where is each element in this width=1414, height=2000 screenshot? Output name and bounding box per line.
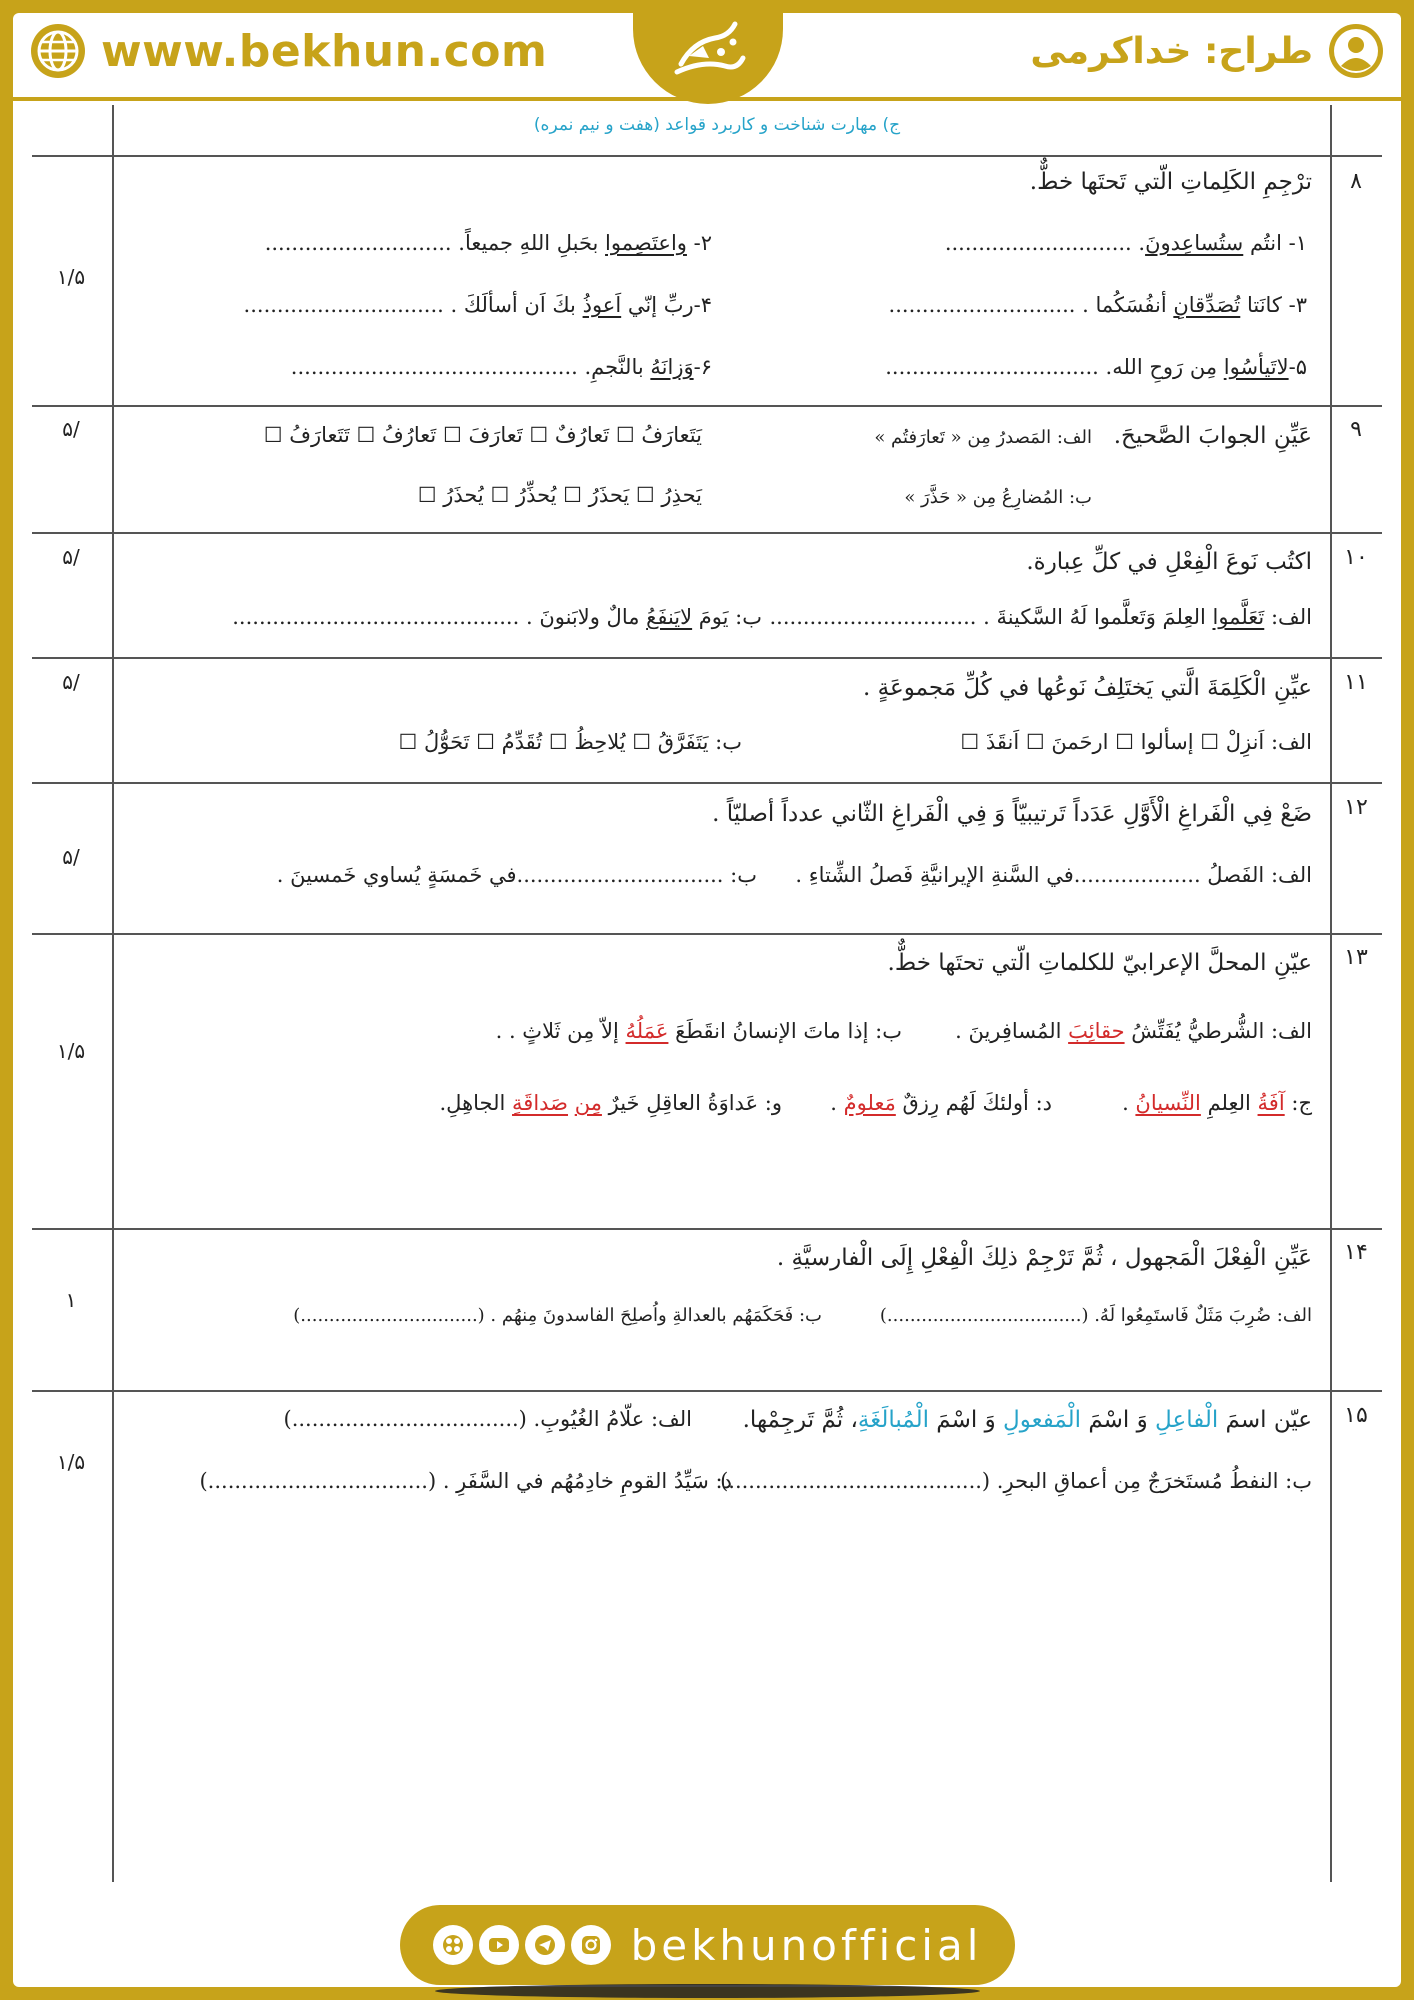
underlined-word: عَمَلُهُ bbox=[625, 1019, 669, 1043]
underlined-word: ستُساعِدونَ bbox=[1145, 231, 1244, 255]
item-text: مِن رَوحِ الله. ................................ bbox=[885, 355, 1224, 379]
item-text: مالٌ ولابَنونَ . ........................................... bbox=[232, 605, 647, 629]
question-score: ۱/۵ bbox=[56, 1450, 86, 1474]
number-column-divider bbox=[1330, 105, 1332, 1882]
question-score: /۵ bbox=[62, 417, 80, 441]
question-prompt: عَيِّنِ الجوابَ الصَّحيحَ. bbox=[1113, 423, 1312, 449]
row-divider bbox=[32, 1228, 1382, 1230]
underlined-word: واعتَصِموا bbox=[605, 231, 687, 255]
item-b: ب: النفطُ مُستَخرَجٌ مِن أعماقِ البحرِ. (......................................) bbox=[720, 1469, 1312, 1493]
item-a: الف: الفَصلُ ...................في السَّنةِ الإيرانيَّةِ فَصلُ الشِّتاءِ . bbox=[795, 863, 1312, 887]
header bbox=[13, 13, 1401, 89]
footer-social[interactable] bbox=[400, 1905, 1015, 1985]
item-a bbox=[770, 605, 1313, 629]
question-number: ۱۴ bbox=[1344, 1240, 1368, 1265]
underlined-word: صَداقَةِ bbox=[512, 1091, 569, 1115]
underlined-word: مَعلومٌ bbox=[843, 1091, 896, 1115]
instagram-icon[interactable] bbox=[571, 1925, 611, 1965]
item-text: ۶- bbox=[693, 355, 712, 379]
item-4 bbox=[244, 293, 712, 317]
underlined-word: تَعَلَّموا bbox=[1212, 605, 1265, 629]
question-prompt: ضَعْ فِي الْفَراغِ الْأَوَّلِ عَدَداً تَرتيبيّاً وَ فِي الْفَراغِ الثّاني عدداً أصليّاً . bbox=[712, 801, 1312, 827]
designer-name: طراح: خداکرمی bbox=[1030, 30, 1313, 72]
prompt-text: وَ اسْمَ bbox=[928, 1407, 1003, 1433]
underlined-word: النِّسيانُ bbox=[1135, 1091, 1201, 1115]
social-handle: bekhunofficial bbox=[630, 1920, 983, 1970]
row-divider bbox=[32, 1390, 1382, 1392]
item-text: ۱- انتُم bbox=[1243, 231, 1307, 255]
underlined-word: اَعوذُ bbox=[582, 293, 622, 317]
item-text: ج: bbox=[1284, 1091, 1312, 1115]
item-d bbox=[830, 1091, 1052, 1115]
item-text: الف: bbox=[1264, 605, 1312, 629]
question-number: ۱۵ bbox=[1344, 1403, 1368, 1428]
item-b-label: ب: المُضارِعُ مِن « حَذَّرَ » bbox=[904, 487, 1092, 508]
item-b-options[interactable]: يَحذِرُ ☐ يَحذَرُ ☐ يُحذِّرُ ☐ يُحذَرُ ☐ bbox=[417, 483, 702, 507]
item-c bbox=[1122, 1091, 1312, 1115]
item-text: أنفُسَكُما . ............................ bbox=[888, 293, 1174, 317]
question-number: ۹ bbox=[1350, 417, 1362, 442]
item-2 bbox=[265, 231, 712, 255]
item-b-options[interactable]: ب: يَتَفَرَّقُ ☐ يُلاحِظُ ☐ تُقَدِّمُ ☐ تَحَوُّلُ ☐ bbox=[398, 730, 742, 754]
footer-shadow bbox=[435, 1984, 980, 1998]
question-number: ۱۰ bbox=[1344, 545, 1368, 570]
underlined-word: تُصَدِّقانِ bbox=[1173, 293, 1241, 317]
item-b: ب: فَحَكَمَهُم بالعدالةِ واُصلِحَ الفاسدونَ مِنهُم . (...............................) bbox=[293, 1305, 822, 1326]
designer-credit bbox=[1030, 19, 1385, 83]
exam-table bbox=[32, 105, 1382, 1882]
question-prompt: عَيِّنِ الْفِعْلَ الْمَجهول ، ثُمَّ تَرْجِمْ ذلِكَ الْفِعْلِ إِلَى الْفارسيَّةِ . bbox=[776, 1245, 1312, 1271]
aparat-icon[interactable] bbox=[433, 1925, 473, 1965]
item-b bbox=[232, 605, 762, 629]
item-text: د: أولئكَ لَهُم رِزقٌ bbox=[895, 1091, 1052, 1115]
item-text: . ............................ bbox=[944, 231, 1146, 255]
item-text: ۲- bbox=[686, 231, 712, 255]
item-text: و: عَداوَةُ العاقِلِ خَيرٌ bbox=[601, 1091, 782, 1115]
user-icon bbox=[1327, 22, 1385, 80]
item-text: ۴-ربِّ إنّي bbox=[621, 293, 712, 317]
site-url: www.bekhun.com bbox=[101, 25, 548, 77]
question-prompt bbox=[743, 1407, 1312, 1433]
question-score: /۵ bbox=[62, 845, 80, 869]
item-text: . bbox=[1122, 1091, 1136, 1115]
item-text: بكَ اَن أسألَكَ . .............................. bbox=[243, 293, 583, 317]
question-number: ۱۲ bbox=[1344, 795, 1368, 820]
item-text: المُسافِرينَ . bbox=[955, 1019, 1069, 1043]
question-score: ۱/۵ bbox=[56, 265, 86, 289]
row-divider bbox=[32, 933, 1382, 935]
item-6 bbox=[291, 355, 712, 379]
item-a-options[interactable]: الف: اَنزِلْ ☐ إسألوا ☐ ارحَمنَ ☐ اَنقَذَ ☐ bbox=[960, 730, 1312, 754]
item-text: العِلمِ bbox=[1200, 1091, 1258, 1115]
prompt-text: عيّن اسمَ bbox=[1218, 1407, 1312, 1433]
globe-icon bbox=[29, 22, 87, 80]
question-score: ۱ bbox=[65, 1288, 77, 1312]
item-a-label: الف: المَصدرُ مِن « تَعارَفتُم » bbox=[874, 427, 1092, 448]
keyword-mobalegheh: الْمُبالَغَةِ bbox=[857, 1407, 929, 1433]
keyword-maf-ol: الْمَفعولِ bbox=[1003, 1407, 1082, 1433]
item-text: ۳- كانَتا bbox=[1240, 293, 1307, 317]
question-prompt: اكتُب نَوعَ الْفِعْلِ في كلِّ عِبارة. bbox=[1026, 549, 1312, 575]
underlined-word: حقائِبَ bbox=[1068, 1019, 1125, 1043]
underlined-word: لاتَيأسُوا bbox=[1223, 355, 1289, 379]
item-a bbox=[955, 1019, 1312, 1043]
item-3 bbox=[889, 293, 1307, 317]
question-prompt: ترْجِمِ الكَلِماتِ الّتي تَحتَها خطٌّ. bbox=[1029, 169, 1312, 195]
underlined-word: مِن bbox=[574, 1091, 602, 1115]
item-5 bbox=[885, 355, 1307, 379]
question-score: ۱/۵ bbox=[56, 1039, 86, 1063]
item-text: الجاهِلِ. bbox=[439, 1091, 513, 1115]
row-divider bbox=[32, 155, 1382, 157]
logo-icon bbox=[663, 12, 753, 92]
underlined-word: وَزانَهُ bbox=[650, 355, 694, 379]
item-a: الف: ضُرِبَ مَثَلٌ فَاستَمِعُوا لَهُ. (..................................) bbox=[879, 1305, 1312, 1326]
item-text: بحَبلِ اللهِ جميعاً. ............................ bbox=[264, 231, 606, 255]
item-d: د: سَيِّدُ القومِ خادِمُهُم في السَّفَرِ . (.................................) bbox=[199, 1469, 732, 1493]
question-number: ۱۱ bbox=[1344, 670, 1368, 695]
item-text: ب: إذا ماتَ الإنسانُ انقَطَعَ bbox=[668, 1019, 902, 1043]
item-a: الف: علّامُ الغُيُوبِ. (..................................) bbox=[283, 1407, 692, 1431]
item-text: بالنَّجمِ. ........................................... bbox=[290, 355, 651, 379]
item-text: ب: يَومَ bbox=[692, 605, 762, 629]
prompt-text: ، ثُمَّ تَرجِمْها. bbox=[742, 1407, 858, 1433]
row-divider bbox=[32, 405, 1382, 407]
keyword-fa-el: الْفاعِلِ bbox=[1155, 1407, 1219, 1433]
question-prompt: عيّنِ المحلَّ الإعرابيّ للكلماتِ الّتي تحتَها خطٌّ. bbox=[887, 950, 1312, 976]
telegram-icon[interactable] bbox=[525, 1925, 565, 1965]
item-b bbox=[496, 1019, 902, 1043]
header-divider bbox=[13, 97, 1401, 101]
item-text: الف: الشُّرطيُّ يُفَتِّشُ bbox=[1124, 1019, 1312, 1043]
item-b: ب: ...............................في خَمسَةٍ يُساوي خَمسينَ . bbox=[276, 863, 757, 887]
social-icons bbox=[433, 1925, 611, 1965]
youtube-icon[interactable] bbox=[479, 1925, 519, 1965]
brand-logo bbox=[633, 0, 783, 104]
item-1 bbox=[945, 231, 1307, 255]
prompt-text: وَ اسْمَ bbox=[1081, 1407, 1156, 1433]
item-w bbox=[440, 1091, 783, 1115]
question-score: /۵ bbox=[62, 670, 80, 694]
site-link[interactable] bbox=[29, 19, 547, 83]
row-divider bbox=[32, 782, 1382, 784]
page-frame bbox=[13, 13, 1401, 1987]
row-divider bbox=[32, 532, 1382, 534]
question-number: ۸ bbox=[1350, 169, 1362, 194]
question-prompt: عيِّنِ الْكَلِمَةَ الَّتي يَختَلِفُ نَوعُها في كُلِّ مَجموعَةٍ . bbox=[863, 675, 1312, 701]
item-text: إلاّ مِن ثَلاثٍ . . bbox=[495, 1019, 626, 1043]
question-number: ۱۳ bbox=[1344, 945, 1368, 970]
underlined-word: لايَنفَعُ bbox=[646, 605, 693, 629]
row-divider bbox=[32, 657, 1382, 659]
item-text: ۵- bbox=[1288, 355, 1307, 379]
score-column-divider bbox=[112, 105, 114, 1882]
item-a-options[interactable]: يَتَعارَفُ ☐ تَعارُفٌ ☐ تَعارَفَ ☐ تَعارُفُ ☐ تَتَعارَفُ ☐ bbox=[263, 423, 702, 447]
item-text: . bbox=[830, 1091, 844, 1115]
item-text: العِلمَ وَتَعلَّموا لَهُ السَّكينةَ . ............................... bbox=[769, 605, 1213, 629]
underlined-word: آفَةُ bbox=[1257, 1091, 1285, 1115]
section-title: ج) مهارت شناخت و کاربرد قواعد (هفت و نیم نمره) bbox=[533, 115, 901, 135]
question-score: /۵ bbox=[62, 545, 80, 569]
